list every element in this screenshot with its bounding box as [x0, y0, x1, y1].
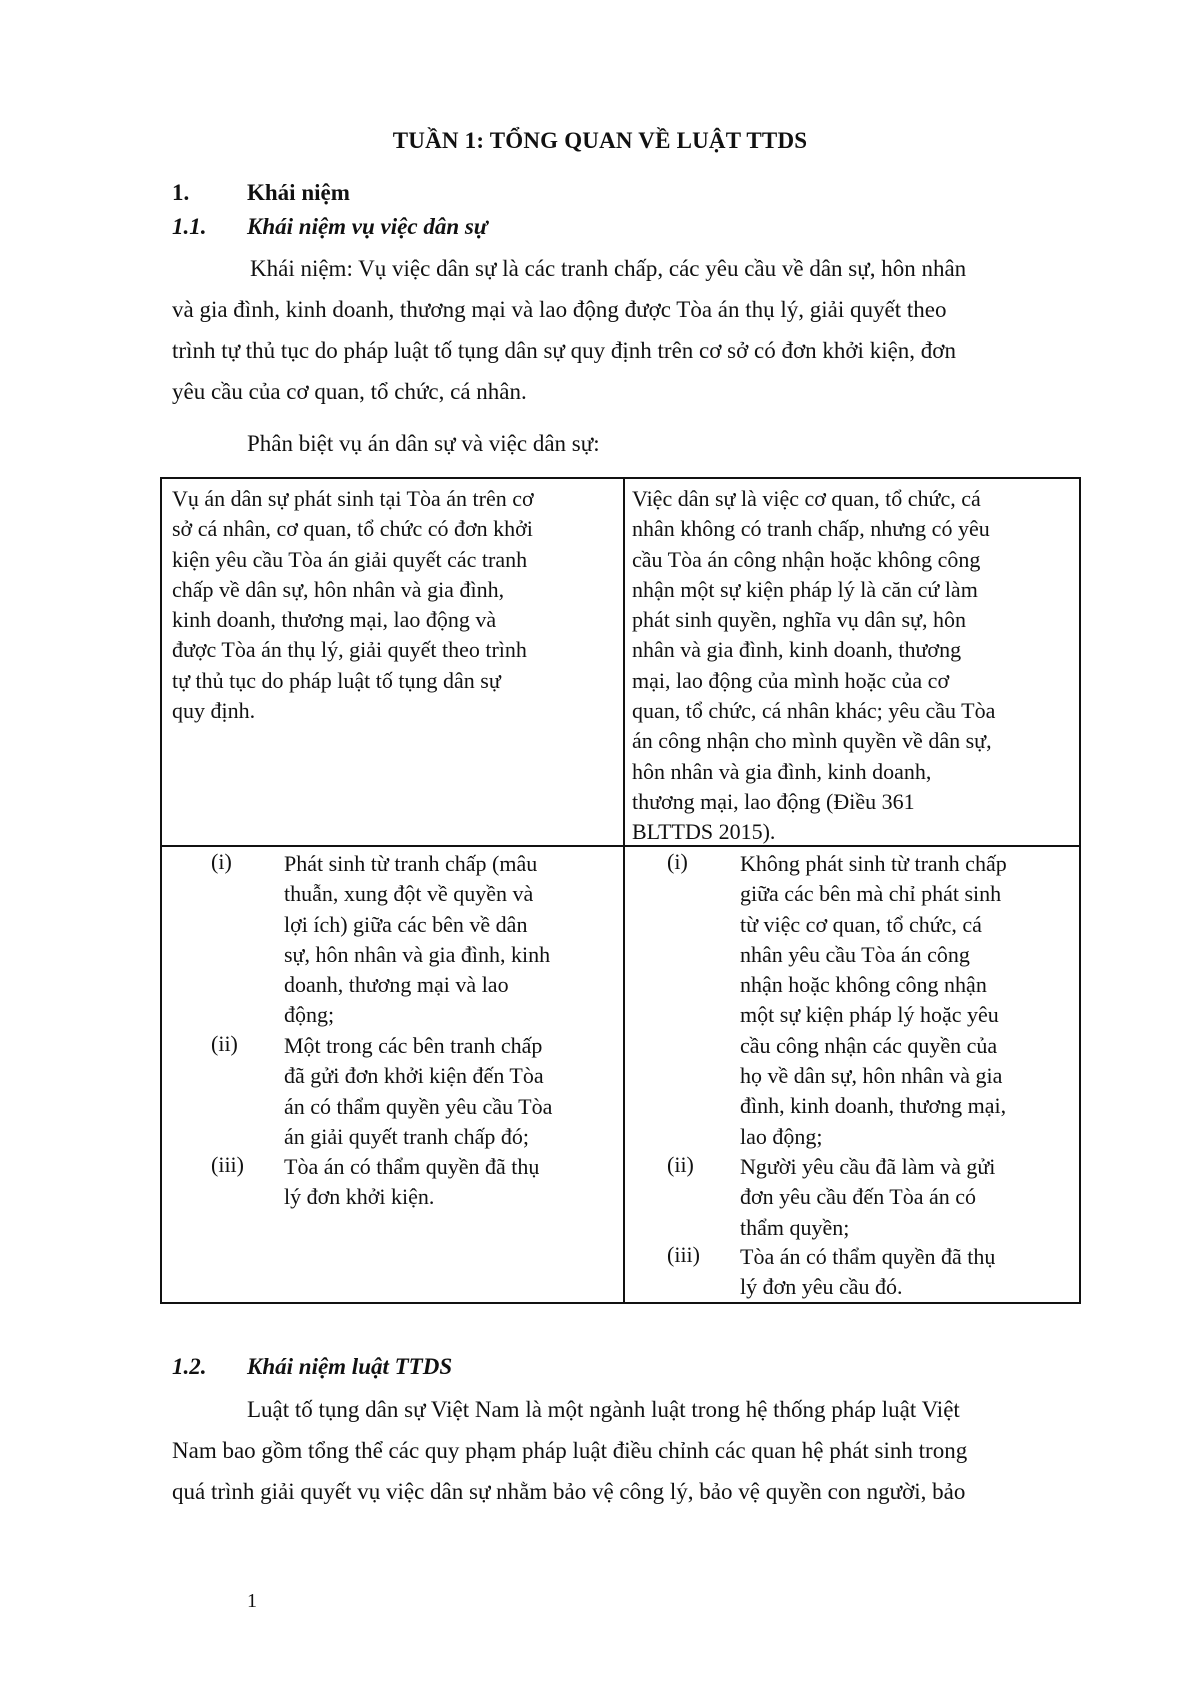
cell-line: nhận một sự kiện pháp lý là căn cứ làm — [632, 576, 978, 602]
list-item-number: (ii) — [211, 1031, 238, 1056]
list-item — [740, 849, 1007, 1152]
page-title: TUẦN 1: TỔNG QUAN VỀ LUẬT TTDS — [392, 128, 808, 153]
list-line: lợi ích) giữa các bên về dân — [284, 911, 528, 937]
list-line: Tòa án có thẩm quyền đã thụ — [740, 1244, 996, 1269]
cell-line: sở cá nhân, cơ quan, tổ chức có đơn khởi — [172, 516, 533, 542]
list-line: doanh, thương mại và lao — [284, 972, 509, 998]
list-line: đình, kinh doanh, thương mại, — [740, 1093, 1007, 1119]
cell-line: quan, tổ chức, cá nhân khác; yêu cầu Tòa — [632, 698, 996, 724]
list-line: Người yêu cầu đã làm và gửi — [740, 1154, 996, 1179]
list-item — [740, 1242, 995, 1303]
list-line: Phát sinh từ tranh chấp (mâu — [284, 851, 538, 876]
list-line: giữa các bên mà chỉ phát sinh — [740, 881, 1002, 907]
list-line: nhân yêu cầu Tòa án công — [740, 941, 970, 967]
table-cell-civil-case-definition — [172, 484, 534, 726]
table-cell-civil-matter-definition — [632, 484, 995, 848]
paragraph-line: và gia đình, kinh doanh, thương mại và lao động được Tòa án thụ lý, giải quyết theo — [172, 297, 947, 322]
cell-line: tự thủ tục do pháp luật tố tụng dân sự — [172, 667, 501, 693]
list-item-number: (i) — [211, 849, 232, 874]
cell-line: thương mại, lao động (Điều 361 — [632, 788, 915, 814]
list-line: lý đơn khởi kiện. — [284, 1184, 435, 1210]
cell-line: phát sinh quyền, nghĩa vụ dân sự, hôn — [632, 607, 966, 633]
section-1-1-number: 1.1. — [172, 214, 207, 239]
list-line: Không phát sinh từ tranh chấp — [740, 851, 1007, 876]
list-line: Một trong các bên tranh chấp — [284, 1033, 543, 1058]
section-1-1-heading: Khái niệm vụ việc dân sự — [247, 214, 488, 239]
list-line: cầu công nhận các quyền của — [740, 1032, 998, 1058]
comparison-table — [160, 477, 1081, 1304]
list-line: đơn yêu cầu đến Tòa án có — [740, 1184, 977, 1210]
cell-line: BLTTDS 2015). — [632, 819, 776, 845]
list-item — [740, 1152, 995, 1243]
section-1-2-heading: Khái niệm luật TTDS — [247, 1354, 453, 1379]
paragraph-line: Nam bao gồm tổng thể các quy phạm pháp luật điều chỉnh các quan hệ phát sinh trong — [172, 1438, 968, 1463]
paragraph-line: Khái niệm: Vụ việc dân sự là các tranh chấp, các yêu cầu về dân sự, hôn nhân — [250, 256, 967, 281]
cell-line: hôn nhân và gia đình, kinh doanh, — [632, 758, 932, 784]
compare-intro: Phân biệt vụ án dân sự và việc dân sự: — [247, 431, 600, 456]
list-line: họ về dân sự, hôn nhân và gia — [740, 1063, 1003, 1089]
cell-line: mại, lao động của mình hoặc của cơ — [632, 667, 950, 693]
cell-line: kiện yêu cầu Tòa án giải quyết các tranh — [172, 546, 528, 572]
cell-line: nhân không có tranh chấp, nhưng có yêu — [632, 516, 990, 542]
cell-line: quy định. — [172, 698, 256, 724]
paragraph-line: quá trình giải quyết vụ việc dân sự nhằm bảo vệ công lý, bảo vệ quyền con người, bảo — [172, 1479, 966, 1504]
list-line: đã gửi đơn khởi kiện đến Tòa — [284, 1063, 544, 1089]
list-item-number: (iii) — [667, 1242, 700, 1267]
list-line: thẩm quyền; — [740, 1214, 850, 1240]
list-line: thuẫn, xung đột về quyền và — [284, 881, 534, 907]
cell-line: được Tòa án thụ lý, giải quyết theo trình — [172, 637, 527, 663]
list-item-number: (iii) — [211, 1152, 244, 1177]
list-line: án giải quyết tranh chấp đó; — [284, 1123, 529, 1149]
list-item — [284, 849, 550, 1031]
section-1-2-number: 1.2. — [172, 1354, 207, 1379]
list-line: Tòa án có thẩm quyền đã thụ — [284, 1154, 540, 1179]
list-line: lao động; — [740, 1123, 823, 1149]
list-line: một sự kiện pháp lý hoặc yêu — [740, 1002, 999, 1028]
table-column-divider — [623, 479, 625, 1302]
list-line: từ việc cơ quan, tổ chức, cá — [740, 911, 982, 937]
list-item — [284, 1031, 552, 1152]
paragraph-line: Luật tố tụng dân sự Việt Nam là một ngành luật trong hệ thống pháp luật Việt — [247, 1397, 960, 1422]
paragraph-line: yêu cầu của cơ quan, tổ chức, cá nhân. — [172, 379, 527, 404]
list-line: lý đơn yêu cầu đó. — [740, 1274, 903, 1300]
cell-line: chấp về dân sự, hôn nhân và gia đình, — [172, 576, 505, 602]
cell-line: cầu Tòa án công nhận hoặc không công — [632, 546, 981, 572]
list-line: án có thẩm quyền yêu cầu Tòa — [284, 1093, 553, 1119]
cell-line: Việc dân sự là việc cơ quan, tổ chức, cá — [632, 486, 981, 511]
page-number: 1 — [247, 1590, 257, 1612]
section-1-number: 1. — [172, 180, 190, 205]
list-item-number: (i) — [667, 849, 688, 874]
list-line: sự, hôn nhân và gia đình, kinh — [284, 941, 551, 967]
cell-line: án công nhận cho mình quyền về dân sự, — [632, 728, 992, 754]
cell-line: nhân và gia đình, kinh doanh, thương — [632, 637, 962, 663]
list-item — [284, 1152, 539, 1213]
list-line: nhận hoặc không công nhận — [740, 972, 987, 998]
paragraph-line: trình tự thủ tục do pháp luật tố tụng dân sự quy định trên cơ sở có đơn khởi kiện, đơn — [172, 338, 956, 363]
cell-line: Vụ án dân sự phát sinh tại Tòa án trên cơ — [172, 486, 534, 511]
cell-line: kinh doanh, thương mại, lao động và — [172, 607, 497, 633]
list-line: động; — [284, 1002, 335, 1028]
section-1-heading: Khái niệm — [247, 180, 350, 205]
list-item-number: (ii) — [667, 1152, 694, 1177]
